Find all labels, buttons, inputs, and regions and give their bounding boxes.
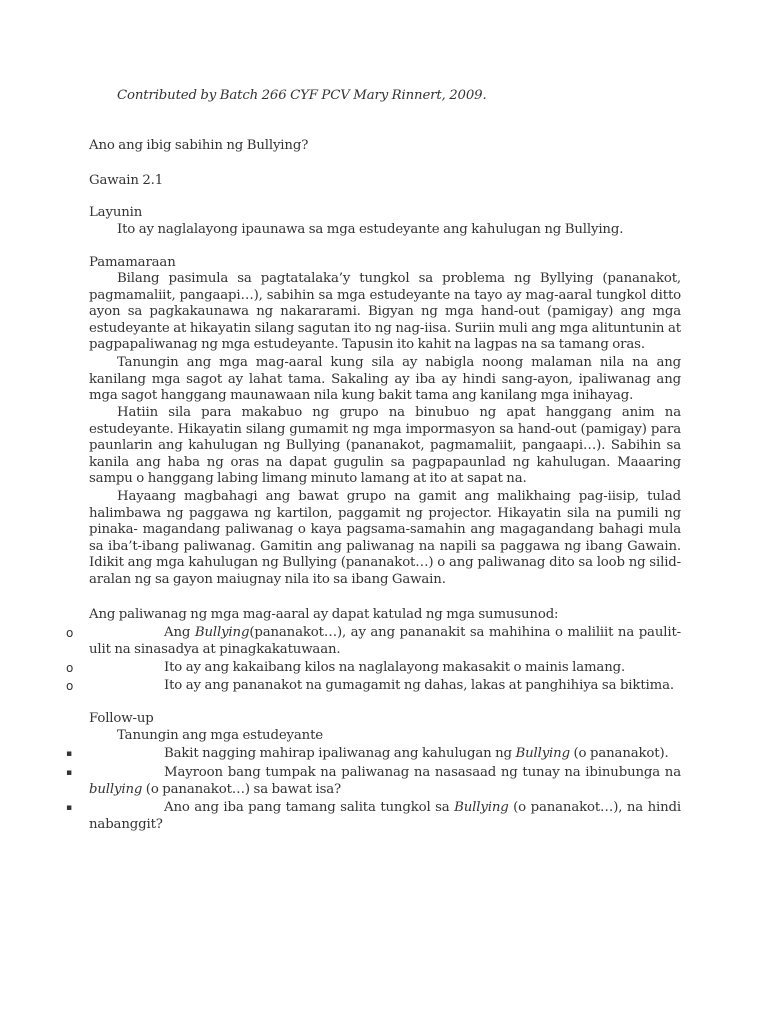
objective-heading: Layunin (89, 205, 143, 220)
followup-item-1: Bakit nagging mahirap ipaliwanag ang kahulugan ng Bullying (o pananakot). (164, 746, 669, 761)
followup-intro: Tanungin ang mga estudeyante (117, 728, 324, 743)
square-bullet-icon: ▪ (66, 768, 72, 778)
explanation-item-1: Ang Bullying(pananakot…), ay ang pananakit sa mahihina o maliliit na paulit-ulit na sinasadya at pinagkakatuwaan. (89, 625, 681, 657)
explanation-item-3: Ito ay ang pananakot na gumagamit ng dahas, lakas at panghihiya sa biktima. (164, 678, 674, 693)
square-bullet-icon: ▪ (66, 749, 72, 759)
explanation-item-2: Ito ay ang kakaibang kilos na naglalayong makasakit o mainis lamang. (164, 660, 626, 675)
followup-heading: Follow-up (89, 711, 154, 726)
byline: Contributed by Batch 266 CYF PCV Mary Rinnert, 2009. (117, 88, 487, 103)
procedure-paragraph-3: Hatiin sila para makabuo ng grupo na binubuo ng apat hanggang anim na estudeyante. Hikayatin silang gumamit ng mga impormasyon sa hand-out (pamigay) para paunlarin ang kahulugan ng Bullying (pananakot, pagmamaliit, pangaapi…). Sabihin sa kanila ang haba ng oras na dapat gugulin sa pagpapaunlad ng kahulugan. Maaaring sampu o hanggang labing limang minuto lamang at ito at sapat na. (89, 405, 681, 487)
followup-item-3: Ano ang iba pang tamang salita tungkol sa Bullying (o pananakot…), na hindi nabanggit? (89, 800, 681, 832)
procedure-heading: Pamamaraan (89, 255, 176, 270)
procedure-paragraph-2: Tanungin ang mga mag-aaral kung sila ay nabigla noong malaman nila na ang kanilang mga sagot ay lahat tama. Sakaling ay iba ay hindi sang-ayon, ipaliwanag ang mga sagot hanggang maunawaan nila kung bakit tama ang kanilang mga inihayag. (89, 355, 681, 404)
explanation-intro: Ang paliwanag ng mga mag-aaral ay dapat katulad ng mga sumusunod: (89, 607, 559, 622)
procedure-paragraph-4: Hayaang magbahagi ang bawat grupo na gamit ang malikhaing pag-iisip, tulad halimbawa ng paggawa ng kartilon, paggamit ng projector. Hikayatin sila na pumili ng pinaka- magandang paliwanag o kaya pagsama-samahin ang magagandang bahagi mula sa iba’t-ibang paliwanag. Gamitin ang paliwanag na napili sa paggawa ng ibang Gawain. Idikit ang mga kahulugan ng Bullying (pananakot…) o ang paliwanag dito sa loob ng silid-aralan ng sa gayon maiugnay nila ito sa ibang Gawain. (89, 489, 681, 587)
circle-bullet-icon: o (66, 626, 74, 640)
circle-bullet-icon: o (66, 661, 74, 675)
circle-bullet-icon: o (66, 679, 74, 693)
objective-text: Ito ay naglalayong ipaunawa sa mga estudeyante ang kahulugan ng Bullying. (117, 222, 624, 237)
square-bullet-icon: ▪ (66, 803, 72, 813)
activity-number: Gawain 2.1 (89, 173, 164, 188)
followup-item-2: Mayroon bang tumpak na paliwanag na nasasaad ng tunay na ibinubunga na bullying (o pananakot…) sa bawat isa? (89, 765, 681, 797)
question-title: Ano ang ibig sabihin ng Bullying? (89, 138, 309, 153)
procedure-paragraph-1: Bilang pasimula sa pagtatalaka’y tungkol sa problema ng Byllying (pananakot, pagmamaliit, pangaapi…), sabihin sa mga estudeyante na tayo ay mag-aaral tungkol ditto ayon sa pagkakaunawa ng nakararami. Bigyan ng mga hand-out (pamigay) ang mga estudeyante at hikayatin silang sagutan ito ng nag-iisa. Suriin muli ang mga alituntunin at pagpapaliwanag ng mga estudeyante. Tapusin ito kahit na lagpas na sa tamang oras. (89, 271, 681, 353)
